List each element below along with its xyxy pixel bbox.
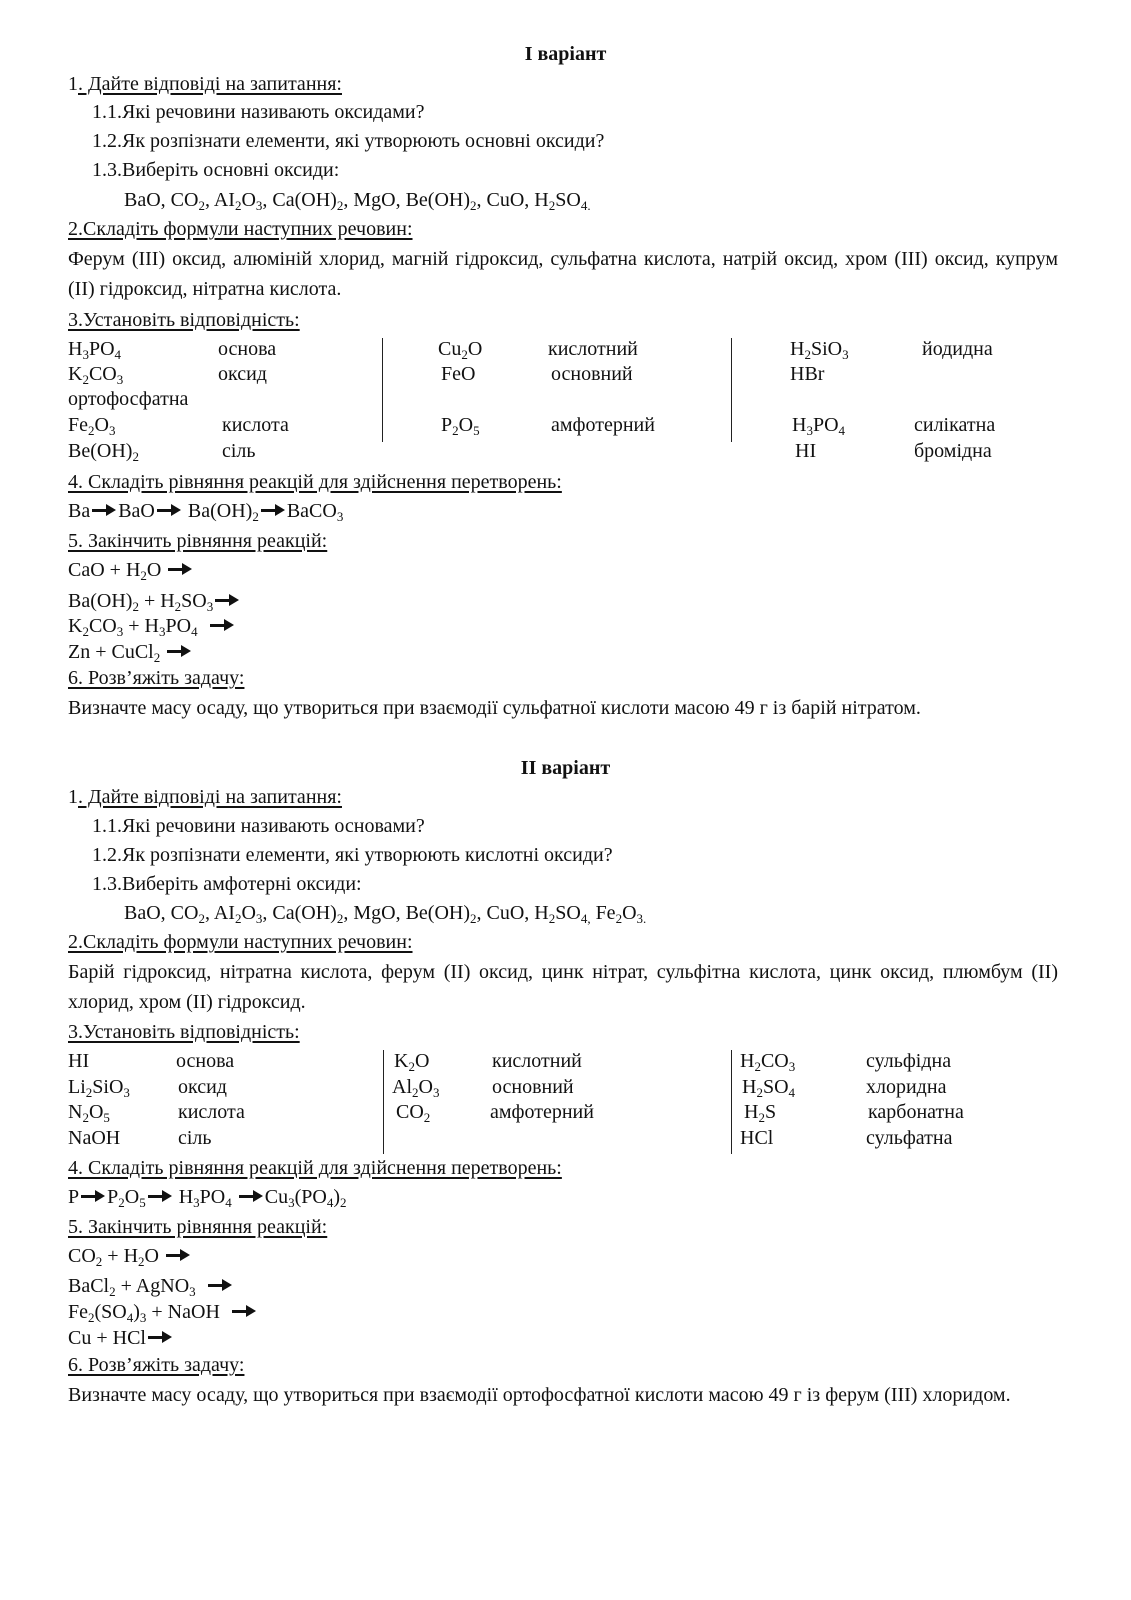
v1-transformation-chain: Ba BaO $Ba(OH)_2$ BaCO$_3$: [68, 500, 344, 524]
v2-task-3-heading: 3.Установіть відповідність:: [68, 1021, 300, 1043]
v1-formula: HI: [795, 440, 817, 462]
v2-task-2-heading: 2.Складіть формули наступних речовин:: [68, 931, 413, 953]
arrow-icon: [168, 563, 192, 575]
v2-formula: $K_2O$: [394, 1050, 430, 1074]
v1-task-2-heading: 2.Складіть формули наступних речовин:: [68, 218, 413, 240]
v2-column-divider: [731, 1050, 732, 1154]
v2-task-4-heading: 4. Складіть рівняння реакцій для здійснення перетворень:: [68, 1157, 562, 1179]
arrow-icon: [81, 1190, 105, 1202]
v1-formula: $Be(OH)_2$: [68, 440, 139, 464]
v1-term: бромідна: [914, 440, 992, 462]
v2-question-1-1: 1.1.Які речовини називають основами?: [92, 815, 425, 837]
v1-term: силікатна: [914, 414, 996, 436]
v1-term: оксид: [218, 363, 267, 385]
v1-term: кислотний: [548, 338, 638, 360]
v1-task-2-text: Ферум (ІІІ) оксид, алюміній хлорид, магній гідроксид, сульфатна кислота, натрій оксид, хром (ІІІ) оксид, купрум (ІІ) гідроксид, нітратна кислота.: [68, 248, 1058, 300]
v1-formula: $Cu_2O$: [438, 338, 483, 362]
v1-question-1-1: 1.1.Які речовини називають оксидами?: [92, 101, 425, 123]
v2-equation: BaCl$_2$ + AgNO$_3$: [68, 1274, 234, 1298]
v2-term: основа: [176, 1050, 235, 1072]
v1-task-6-text: Визначте масу осаду, що утвориться при взаємодії сульфатної кислоти масою 49 г із барій нітратом.: [68, 697, 921, 719]
arrow-icon: [166, 1249, 190, 1261]
v2-question-1-2: 1.2.Як розпізнати елементи, які утворюють кислотні оксиди?: [92, 844, 613, 866]
v2-formula: $H_2SO_4$: [742, 1076, 796, 1100]
v2-formula: HI: [68, 1050, 90, 1072]
v1-task-1-heading: 1. Дайте відповіді на запитання:: [68, 73, 342, 95]
v1-term: амфотерний: [551, 414, 655, 436]
v1-formula: $Fe_2O_3$: [68, 414, 116, 438]
v1-equation: $Ba(OH)_2 + H_2SO_3$: [68, 589, 241, 613]
arrow-icon: [215, 594, 239, 606]
arrow-icon: [92, 504, 116, 516]
v2-term: хлоридна: [866, 1076, 947, 1098]
v1-question-1-3: 1.3.Виберіть основні оксиди:: [92, 159, 340, 181]
v1-equation: Zn + CuCl$_2$: [68, 640, 193, 664]
v2-task-2-text: Барій гідроксид, нітратна кислота, ферум (ІІ) оксид, цинк нітрат, сульфітна кислота, цинк оксид, плюмбум (ІІ) хлорид, хром (ІІ) гідроксид.: [68, 961, 1058, 1013]
v1-oxides-list: BaO, $CO_2$, $AI_2O_3$, $Ca(OH)_2$, MgO, $Be(OH)_2$, CuO, $H_2SO_{4.}$: [124, 189, 591, 213]
v2-term: амфотерний: [490, 1101, 594, 1123]
v2-equation: $CO_2 + H_2O$: [68, 1244, 192, 1268]
arrow-icon: [157, 504, 181, 516]
arrow-icon: [232, 1305, 256, 1317]
v1-formula: $H_3PO_4$: [68, 338, 122, 362]
v2-term: карбонатна: [868, 1101, 964, 1123]
v2-term: сульфідна: [866, 1050, 952, 1072]
v2-column-divider: [383, 1050, 384, 1154]
v1-term: йодидна: [922, 338, 993, 360]
v1-term: ортофосфатна: [68, 388, 189, 410]
v2-transformation-chain: P $P_2O_5$ $H_3PO_4$ $Cu_3(PO_4)_2$: [68, 1186, 347, 1210]
v2-equation: Cu + HCl: [68, 1326, 174, 1350]
v2-formula: $H_2CO_3$: [740, 1050, 796, 1074]
v1-task-3-heading: 3.Установіть відповідність:: [68, 309, 300, 331]
v1-formula: $P_2O_5$: [441, 414, 480, 438]
v1-formula: $H_2SiO_3$: [790, 338, 849, 362]
v1-task-6-heading: 6. Розв’яжіть задачу:: [68, 667, 245, 689]
v1-column-divider: [731, 338, 732, 442]
v1-term: основний: [551, 363, 633, 385]
v1-term: основа: [218, 338, 277, 360]
v2-term: сульфатна: [866, 1127, 953, 1149]
arrow-icon: [210, 619, 234, 631]
arrow-icon: [208, 1279, 232, 1291]
v1-formula: $H_3PO_4$: [792, 414, 846, 438]
arrow-icon: [148, 1190, 172, 1202]
v1-column-divider: [382, 338, 383, 442]
v2-task-6-heading: 6. Розв’яжіть задачу:: [68, 1354, 245, 1376]
v2-formula: $N_2O_5$: [68, 1101, 110, 1125]
arrow-icon: [167, 645, 191, 657]
v1-formula: $K_2CO_3$: [68, 363, 124, 387]
v2-formula: $Li_2SiO_3$: [68, 1076, 130, 1100]
v1-equation: $K_2CO_3 + H_3PO_4$: [68, 614, 236, 638]
v2-term: оксид: [178, 1076, 227, 1098]
v2-formula: $CO_2$: [396, 1101, 431, 1125]
v1-question-1-2: 1.2.Як розпізнати елементи, які утворюють основні оксиди?: [92, 130, 605, 152]
v1-formula: FeO: [441, 363, 476, 385]
v2-term: сіль: [178, 1127, 212, 1149]
v2-oxides-list: BaO, $CO_2$, $AI_2O_3$, $Ca(OH)_2$, MgO, $Be(OH)_2$, CuO, $H_2SO_{4,}$ $Fe_2O_{3.}$: [124, 902, 647, 926]
v2-term: основний: [492, 1076, 574, 1098]
v2-formula: HCl: [740, 1127, 774, 1149]
variant-2-title: ІІ варіант: [520, 757, 611, 779]
v2-question-1-3: 1.3.Виберіть амфотерні оксиди:: [92, 873, 362, 895]
v2-task-1-heading: 1. Дайте відповіді на запитання:: [68, 786, 342, 808]
variant-1-title: І варіант: [524, 43, 607, 65]
v2-term: кислота: [178, 1101, 245, 1123]
v2-term: кислотний: [492, 1050, 582, 1072]
arrow-icon: [239, 1190, 263, 1202]
arrow-icon: [148, 1331, 172, 1343]
v2-formula: $H_2S$: [744, 1101, 777, 1125]
v1-equation: CaO + $H_2O$: [68, 558, 194, 582]
v2-formula: $Al_2O_3$: [392, 1076, 440, 1100]
v1-formula: HBr: [790, 363, 825, 385]
v1-task-5-heading: 5. Закінчить рівняння реакцій:: [68, 530, 328, 552]
v1-task-4-heading: 4. Складіть рівняння реакцій для здійснення перетворень:: [68, 471, 562, 493]
arrow-icon: [261, 504, 285, 516]
v2-equation: $Fe_2(SO_4)_3$ + NaOH: [68, 1300, 258, 1324]
v2-task-6-text: Визначте масу осаду, що утвориться при взаємодії ортофосфатної кислоти масою 49 г із ферум (ІІІ) хлоридом.: [68, 1384, 1011, 1406]
v1-term: кислота: [222, 414, 289, 436]
v1-term: сіль: [222, 440, 256, 462]
v2-formula: NaOH: [68, 1127, 121, 1149]
v2-task-5-heading: 5. Закінчить рівняння реакцій:: [68, 1216, 328, 1238]
